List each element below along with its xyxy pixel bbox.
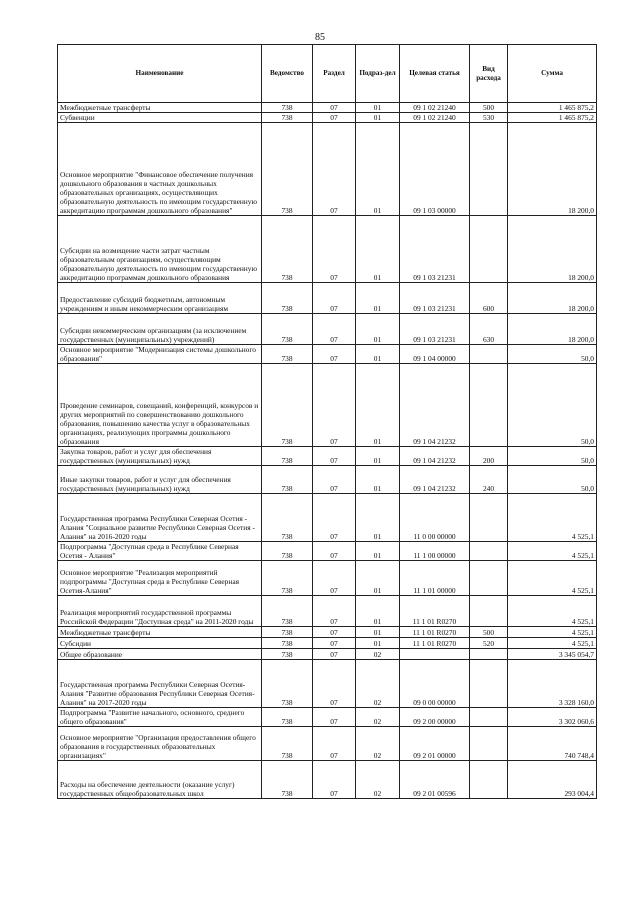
cell-sum: 4 525,1 — [508, 596, 597, 627]
cell-vedomstvo: 738 — [262, 113, 313, 123]
header-target-article: Целевая статья — [400, 45, 470, 103]
cell-podrazdel: 01 — [356, 596, 400, 627]
cell-vedomstvo: 738 — [262, 216, 313, 283]
cell-sum: 50,0 — [508, 447, 597, 466]
cell-target-article — [400, 649, 470, 660]
cell-razdel: 07 — [313, 627, 356, 638]
cell-name: Общее образование — [58, 649, 262, 660]
table-row — [58, 708, 597, 727]
cell-podrazdel: 02 — [356, 727, 400, 761]
table-row — [58, 627, 597, 638]
header-sum: Сумма — [508, 45, 597, 103]
cell-target-article: 11 1 01 R0270 — [400, 627, 470, 638]
cell-sum: 18 200,0 — [508, 283, 597, 314]
cell-razdel: 07 — [313, 283, 356, 314]
cell-sum: 4 525,1 — [508, 638, 597, 649]
cell-name: Основное мероприятие "Реализация мероприятий подпрограммы "Доступная среда в Республике Северная Осетия-Алания" — [58, 561, 262, 596]
table-row — [58, 660, 597, 708]
table-header-row — [58, 45, 597, 103]
cell-expense-type — [470, 660, 508, 708]
cell-podrazdel: 02 — [356, 708, 400, 727]
table-row — [58, 542, 597, 561]
header-expense-type: Вид расхода — [470, 45, 508, 103]
cell-podrazdel: 02 — [356, 761, 400, 799]
cell-razdel: 07 — [313, 103, 356, 113]
table-row — [58, 561, 597, 596]
cell-sum: 4 525,1 — [508, 494, 597, 542]
cell-razdel: 07 — [313, 447, 356, 466]
cell-razdel: 07 — [313, 660, 356, 708]
cell-expense-type: 200 — [470, 447, 508, 466]
cell-vedomstvo: 738 — [262, 345, 313, 364]
cell-vedomstvo: 738 — [262, 761, 313, 799]
cell-expense-type: 240 — [470, 466, 508, 494]
cell-name: Предоставление субсидий бюджетным, автономным учреждениям и иным некоммерческим организациям — [58, 283, 262, 314]
cell-sum: 50,0 — [508, 466, 597, 494]
cell-expense-type — [470, 727, 508, 761]
cell-expense-type: 500 — [470, 627, 508, 638]
cell-expense-type: 520 — [470, 638, 508, 649]
cell-vedomstvo: 738 — [262, 314, 313, 345]
cell-razdel: 07 — [313, 466, 356, 494]
table-row — [58, 761, 597, 799]
cell-vedomstvo: 738 — [262, 649, 313, 660]
cell-expense-type — [470, 649, 508, 660]
cell-expense-type — [470, 123, 508, 216]
cell-name: Субсидии — [58, 638, 262, 649]
cell-vedomstvo: 738 — [262, 561, 313, 596]
cell-target-article: 09 0 00 00000 — [400, 660, 470, 708]
table-row — [58, 283, 597, 314]
cell-expense-type — [470, 216, 508, 283]
cell-sum: 293 004,4 — [508, 761, 597, 799]
cell-target-article: 09 1 03 21231 — [400, 283, 470, 314]
cell-sum: 3 302 060,6 — [508, 708, 597, 727]
cell-podrazdel: 01 — [356, 113, 400, 123]
header-podrazdel: Подраз-дел — [356, 45, 400, 103]
table-row — [58, 447, 597, 466]
cell-target-article: 11 1 00 00000 — [400, 542, 470, 561]
cell-razdel: 07 — [313, 542, 356, 561]
cell-podrazdel: 01 — [356, 283, 400, 314]
cell-name: Основное мероприятие "Модернизация системы дошкольного образования" — [58, 345, 262, 364]
cell-vedomstvo: 738 — [262, 447, 313, 466]
cell-name: Реализация мероприятий государственной программы Российской Федерации "Доступная среда" на 2011-2020 годы — [58, 596, 262, 627]
header-razdel: Раздел — [313, 45, 356, 103]
cell-expense-type — [470, 345, 508, 364]
cell-target-article: 09 1 04 00000 — [400, 345, 470, 364]
cell-target-article: 09 1 02 21240 — [400, 103, 470, 113]
cell-razdel: 07 — [313, 561, 356, 596]
cell-vedomstvo: 738 — [262, 727, 313, 761]
cell-razdel: 07 — [313, 364, 356, 447]
cell-podrazdel: 01 — [356, 314, 400, 345]
cell-sum: 18 200,0 — [508, 314, 597, 345]
cell-vedomstvo: 738 — [262, 103, 313, 113]
table-row — [58, 216, 597, 283]
cell-sum: 4 525,1 — [508, 542, 597, 561]
cell-expense-type: 530 — [470, 113, 508, 123]
table-row — [58, 103, 597, 113]
cell-expense-type — [470, 708, 508, 727]
cell-sum: 3 328 160,0 — [508, 660, 597, 708]
cell-name: Основное мероприятие "Финансовое обеспечение получения дошкольного образования в частных дошкольных образовательных организациях, осуществляющих образовательную деятельность по имеющим государственную аккредитацию программам дошкольного образования" — [58, 123, 262, 216]
cell-podrazdel: 01 — [356, 542, 400, 561]
cell-razdel: 07 — [313, 649, 356, 660]
header-name: Наименование — [58, 45, 262, 103]
cell-name: Межбюджетные трансферты — [58, 627, 262, 638]
table-row — [58, 123, 597, 216]
cell-target-article: 09 2 00 00000 — [400, 708, 470, 727]
cell-name: Субсидии на возмещение части затрат частным образовательным организациям, осуществляющим образовательную деятельность по имеющим государственную аккредитацию программам дошкольного образования — [58, 216, 262, 283]
cell-sum: 3 345 054,7 — [508, 649, 597, 660]
table-body — [58, 103, 597, 799]
cell-name: Подпрограмма "Развитие начального, основного, среднего общего образования" — [58, 708, 262, 727]
cell-sum: 50,0 — [508, 345, 597, 364]
header-vedomstvo: Ведомство — [262, 45, 313, 103]
cell-expense-type — [470, 494, 508, 542]
cell-podrazdel: 02 — [356, 649, 400, 660]
cell-podrazdel: 01 — [356, 638, 400, 649]
cell-name: Субвенции — [58, 113, 262, 123]
cell-podrazdel: 02 — [356, 660, 400, 708]
cell-name: Основное мероприятие "Организация предоставления общего образования в государственных образовательных организациях" — [58, 727, 262, 761]
cell-podrazdel: 01 — [356, 103, 400, 113]
cell-expense-type — [470, 542, 508, 561]
cell-target-article: 11 1 01 R0270 — [400, 596, 470, 627]
cell-target-article: 09 1 04 21232 — [400, 466, 470, 494]
cell-name: Проведение семинаров, совещаний, конференций, конкурсов и других мероприятий по совершенствованию дошкольного образования, повышению качества услуг в образовательных организациях, реализующих программы дошкольного образования — [58, 364, 262, 447]
cell-razdel: 07 — [313, 727, 356, 761]
cell-name: Государственная программа Республики Северная Осетия-Алания "Развитие образования Республики Северная Осетия-Алания" на 2017-2020 годы — [58, 660, 262, 708]
cell-name: Закупка товаров, работ и услуг для обеспечения государственных (муниципальных) нужд — [58, 447, 262, 466]
cell-podrazdel: 01 — [356, 123, 400, 216]
table-row — [58, 345, 597, 364]
cell-podrazdel: 01 — [356, 466, 400, 494]
cell-name: Межбюджетные трансферты — [58, 103, 262, 113]
cell-target-article: 11 1 01 R0270 — [400, 638, 470, 649]
table-row — [58, 494, 597, 542]
cell-target-article: 09 1 02 21240 — [400, 113, 470, 123]
cell-razdel: 07 — [313, 708, 356, 727]
cell-sum: 18 200,0 — [508, 216, 597, 283]
cell-vedomstvo: 738 — [262, 466, 313, 494]
cell-razdel: 07 — [313, 596, 356, 627]
cell-vedomstvo: 738 — [262, 708, 313, 727]
cell-razdel: 07 — [313, 123, 356, 216]
cell-podrazdel: 01 — [356, 345, 400, 364]
cell-vedomstvo: 738 — [262, 660, 313, 708]
cell-razdel: 07 — [313, 216, 356, 283]
cell-target-article: 09 2 01 00000 — [400, 727, 470, 761]
cell-sum: 4 525,1 — [508, 561, 597, 596]
cell-podrazdel: 01 — [356, 494, 400, 542]
cell-vedomstvo: 738 — [262, 542, 313, 561]
cell-name: Субсидии некоммерческим организациям (за исключением государственных (муниципальных) учреждений) — [58, 314, 262, 345]
cell-sum: 4 525,1 — [508, 627, 597, 638]
table-row — [58, 649, 597, 660]
cell-vedomstvo: 738 — [262, 494, 313, 542]
cell-vedomstvo: 738 — [262, 364, 313, 447]
cell-expense-type — [470, 364, 508, 447]
cell-vedomstvo: 738 — [262, 638, 313, 649]
cell-target-article: 09 2 01 00596 — [400, 761, 470, 799]
cell-razdel: 07 — [313, 494, 356, 542]
cell-target-article: 09 1 03 21231 — [400, 216, 470, 283]
cell-expense-type: 600 — [470, 283, 508, 314]
cell-podrazdel: 01 — [356, 447, 400, 466]
cell-name: Подпрограмма "Доступная среда в Республике Северная Осетия - Алания" — [58, 542, 262, 561]
cell-sum: 50,0 — [508, 364, 597, 447]
cell-vedomstvo: 738 — [262, 596, 313, 627]
page-number: 85 — [315, 32, 325, 43]
cell-razdel: 07 — [313, 314, 356, 345]
cell-expense-type — [470, 761, 508, 799]
cell-target-article: 09 1 04 21232 — [400, 447, 470, 466]
table-row — [58, 113, 597, 123]
cell-podrazdel: 01 — [356, 627, 400, 638]
cell-target-article: 11 1 01 00000 — [400, 561, 470, 596]
cell-sum: 1 465 875,2 — [508, 103, 597, 113]
budget-table — [57, 44, 597, 799]
cell-target-article: 09 1 04 21232 — [400, 364, 470, 447]
cell-target-article: 11 0 00 00000 — [400, 494, 470, 542]
cell-sum: 740 748,4 — [508, 727, 597, 761]
table-row — [58, 638, 597, 649]
cell-expense-type: 630 — [470, 314, 508, 345]
cell-razdel: 07 — [313, 638, 356, 649]
cell-razdel: 07 — [313, 345, 356, 364]
cell-podrazdel: 01 — [356, 216, 400, 283]
cell-podrazdel: 01 — [356, 561, 400, 596]
cell-podrazdel: 01 — [356, 364, 400, 447]
cell-vedomstvo: 738 — [262, 627, 313, 638]
cell-expense-type: 500 — [470, 103, 508, 113]
cell-name: Расходы на обеспечение деятельности (оказание услуг) государственных общеобразовательных школ — [58, 761, 262, 799]
table-row — [58, 466, 597, 494]
cell-expense-type — [470, 561, 508, 596]
cell-name: Государственная программа Республики Северная Осетия - Алания "Социальное развитие Республики Северная Осетия - Алания" на 2016-2020 годы — [58, 494, 262, 542]
cell-sum: 18 200,0 — [508, 123, 597, 216]
table-row — [58, 727, 597, 761]
table-row — [58, 364, 597, 447]
cell-expense-type — [470, 596, 508, 627]
cell-vedomstvo: 738 — [262, 123, 313, 216]
cell-target-article: 09 1 03 00000 — [400, 123, 470, 216]
table-row — [58, 596, 597, 627]
cell-razdel: 07 — [313, 761, 356, 799]
cell-target-article: 09 1 03 21231 — [400, 314, 470, 345]
cell-razdel: 07 — [313, 113, 356, 123]
cell-vedomstvo: 738 — [262, 283, 313, 314]
cell-name: Иные закупки товаров, работ и услуг для обеспечения государственных (муниципальных) нужд — [58, 466, 262, 494]
cell-sum: 1 465 875,2 — [508, 113, 597, 123]
table-row — [58, 314, 597, 345]
